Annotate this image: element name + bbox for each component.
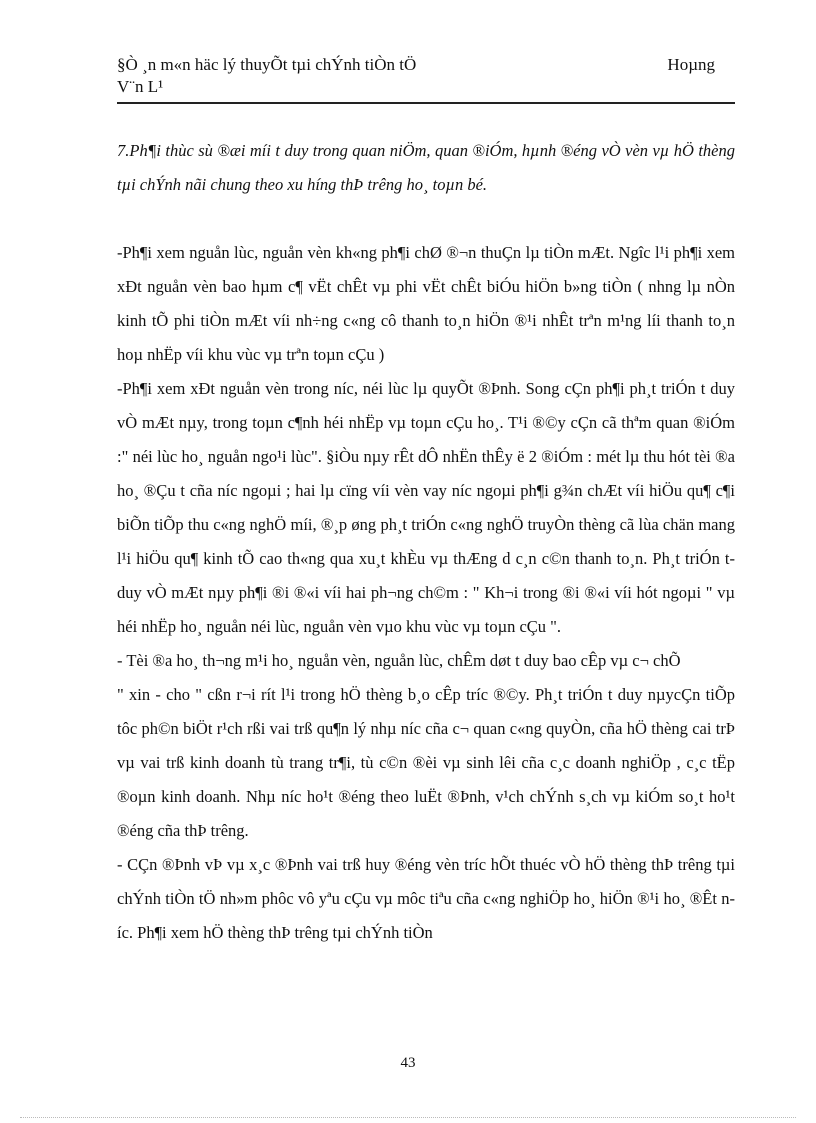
paragraph: -Ph¶i xem xÐt nguån vèn trong níc, néi lùc lµ quyÕt ®Þnh. Song cÇn ph¶i ph¸t triÓn t duy vÒ mÆt nµy, trong toµn c¶nh héi nhËp vµ toµn cÇu ho¸. T¹i ®©y cÇn cã thªm quan ®iÓm :" néi lùc ho¸ nguån ngo¹i lùc". §iÒu nµy rÊt dÔ nhËn thÊy ë 2 ®iÓm : mét lµ thu hót tèi ®a ho¸ ®Çu t cña níc ngoµi ; hai lµ cïng víi vèn vay níc ngoµi ph¶i g¾n chÆt víi hiÖu qu¶ c¶i biÕn tiÕp thu c«ng nghÖ míi, ®¸p øng ph¸t triÓn c«ng nghÖ truyÒn thèng cã lùa chän mang l¹i hiÖu qu¶ kinh tÕ cao th«ng qua xu¸t khÈu vµ thÆng d c¸n c©n thanh to¸n. Ph¸t triÓn t duy vÒ mÆt nµy ph¶i ®i ®«i víi hai ph¬ng ch©m : " Kh¬i trong ®i ®«i víi hót ngoµi " vµ héi nhËp ho¸ nguån néi lùc, nguån vèn vµo khu vùc vµ toµn cÇu ". — [117, 379, 735, 636]
header-author-surname: V¨n L¹ — [117, 77, 164, 96]
header-title — [117, 54, 587, 98]
page-bottom-divider — [20, 1117, 796, 1118]
page-number: 43 — [400, 1055, 416, 1071]
header-title-line1: §Ò ¸n m«n häc lý thuyÕt tµi chÝnh tiÒn tÖ — [117, 55, 417, 74]
paragraph: - Tèi ®a ho¸ th¬ng m¹i ho¸ nguån vèn, nguån lùc, chÊm døt t duy bao cÊp vµ c¬ chÕ — [117, 651, 681, 670]
paragraph: - CÇn ®Þnh vÞ vµ x¸c ®Þnh vai trß huy ®éng vèn tríc hÕt thuéc vÒ hÖ thèng thÞ trêng tµi chÝnh tiÒn tÖ nh»m phôc vô yªu cÇu vµ môc tiªu cña c«ng nghiÖp ho¸ hiÖn ®¹i ho¸ ®Êt níc. Ph¶i xem hÖ thèng thÞ trêng tµi chÝnh tiÒn — [117, 855, 735, 942]
body-text — [117, 134, 735, 950]
page-header — [117, 50, 735, 104]
paragraph: -Ph¶i xem nguån lùc, nguån vèn kh«ng ph¶i chØ ®¬n thuÇn lµ tiÒn mÆt. Ngîc l¹i ph¶i xem xÐt nguån vèn bao hµm c¶ vËt chÊt vµ phi vËt chÊt biÓu hiÖn b»ng tiÒn ( nhng lµ nÒn kinh tÕ phi tiÒn mÆt víi nh÷ng c«ng cô thanh to¸n hiÖn ®¹i nhÊt trªn m¹ng líi thanh to¸n hoµ nhËp víi khu vùc vµ trªn toµn cÇu ) — [117, 243, 735, 364]
header-author-name: Hoµng — [667, 55, 715, 74]
section-heading: 7.Ph¶i thùc sù ®æi míi t duy trong quan niÖm, quan ®iÓm, hµnh ®éng vÒ vèn vµ hÖ thèng tµi chÝnh nãi chung theo xu híng thÞ trêng ho¸ toµn bé. — [117, 141, 735, 194]
paragraph: " xin - cho " cßn r¬i rít l¹i trong hÖ thèng b¸o cÊp tríc ®©y. Ph¸t triÓn t duy nµycÇn tiÕp tôc ph©n biÖt r¹ch rßi vai trß qu¶n lý nhµ níc cña c¬ quan c«ng quyÒn, cña hÖ thèng cai trÞ vµ vai trß kinh doanh tù trang tr¶i, tù c©n ®èi vµ sinh lêi cña c¸c doanh nghiÖp , c¸c tËp ®oµn kinh doanh. Nhµ níc ho¹t ®éng theo luËt ®Þnh, v¹ch chÝnh s¸ch vµ kiÓm so¸t ho¹t ®éng cña thÞ trêng. — [117, 685, 735, 840]
